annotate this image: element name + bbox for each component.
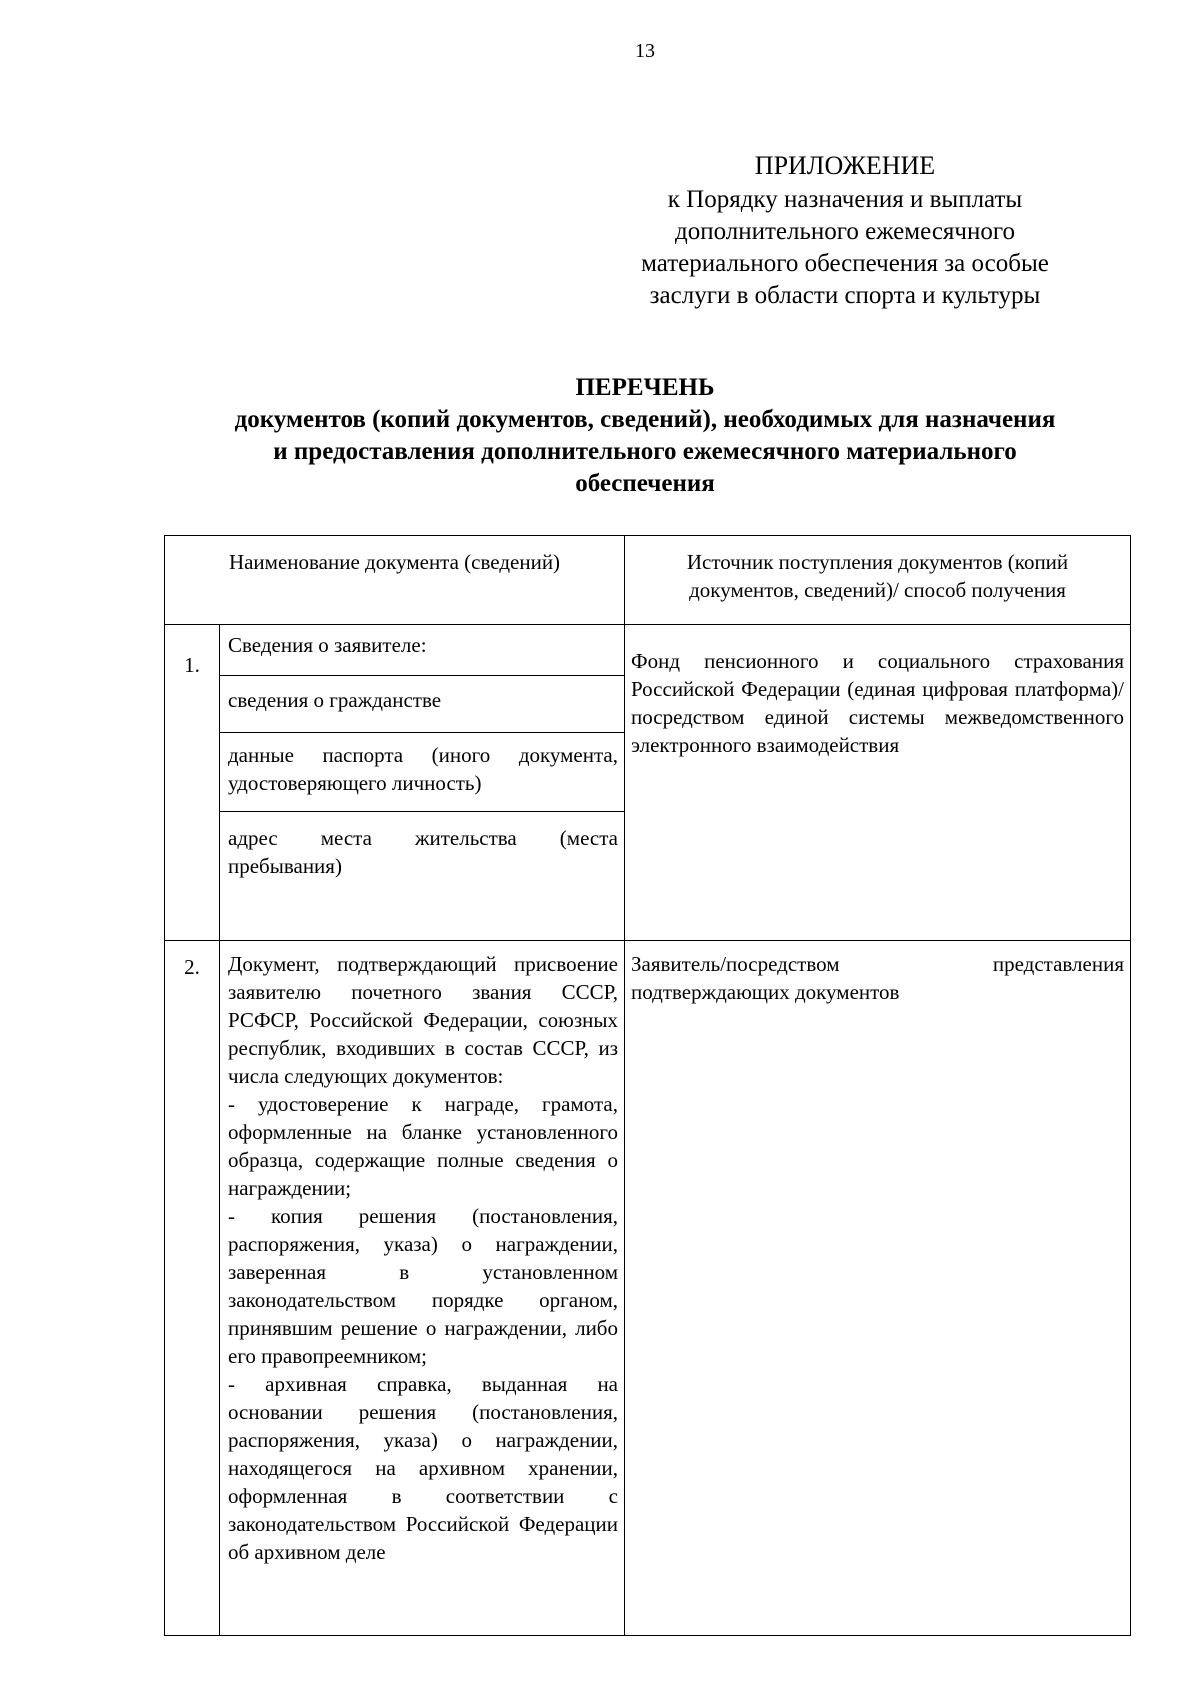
heading-title: ПЕРЕЧЕНЬ (575, 374, 715, 401)
row-paragraph: Документ, подтверждающий присвоение заявителю почетного звания СССР, РСФСР, Российской Федерации, союзных республик, входивших в состав СССР, из числа следующих документов: (228, 952, 618, 1088)
row-item: сведения о гражданстве (220, 676, 624, 733)
heading-line: обеспечения (575, 470, 715, 497)
row-item: Сведения о заявителе: (220, 625, 624, 676)
row-item: адрес места жительства (места пребывания) (228, 826, 618, 878)
document-heading (150, 372, 1140, 500)
row-source (625, 625, 1131, 941)
appendix-block (585, 150, 1105, 312)
row-source: Заявитель/посредством представления подтверждающих документов (625, 941, 1131, 1636)
header-document-name: Наименование документа (сведений) (165, 536, 625, 625)
appendix-line: материального обеспечения за особые (641, 250, 1049, 277)
row-items-cell (220, 625, 625, 941)
appendix-line: дополнительного ежемесячного (674, 218, 1015, 245)
heading-line: документов (копий документов, сведений), необходимых для назначения (234, 406, 1056, 433)
page-number: 13 (635, 40, 655, 62)
row-paragraph: - архивная справка, выданная на основании решения (постановления, распоряжения, указа) о награждении, находящегося на архивном хранении, оформленная в соответствии с законодательством Российской Федерации об архивном деле (228, 1372, 618, 1564)
row-number: 2. (165, 941, 220, 1636)
appendix-line: заслуги в области спорта и культуры (649, 282, 1041, 309)
header-document-source: Источник поступления документов (копий документов, сведений)/ способ получения (625, 536, 1131, 625)
row-item: данные паспорта (иного документа, удостоверяющего личность) (220, 733, 624, 812)
appendix-line: к Порядку назначения и выплаты (667, 186, 1023, 213)
table-header-row (165, 536, 1131, 625)
documents-table (164, 535, 1131, 1636)
row-paragraph: - копия решения (постановления, распоряжения, указа) о награждении, заверенная в установленном законодательством порядке органом, принявшим решение о награждении, либо его правопреемником; (228, 1204, 618, 1368)
table-row (165, 941, 1131, 1636)
heading-line: и предоставления дополнительного ежемесячного материального (273, 438, 1017, 465)
row-number: 1. (165, 625, 220, 941)
row-description-cell (220, 941, 625, 1636)
row-source-text: Фонд пенсионного и социального страхования Российской Федерации (единая цифровая платформа)/посредством единой системы межведомственного электронного взаимодействия (631, 649, 1124, 757)
appendix-title: ПРИЛОЖЕНИЕ (754, 151, 936, 180)
row-paragraph: - удостоверение к награде, грамота, оформленные на бланке установленного образца, содержащие полные сведения о награждении; (228, 1092, 618, 1200)
table-row (165, 625, 1131, 941)
